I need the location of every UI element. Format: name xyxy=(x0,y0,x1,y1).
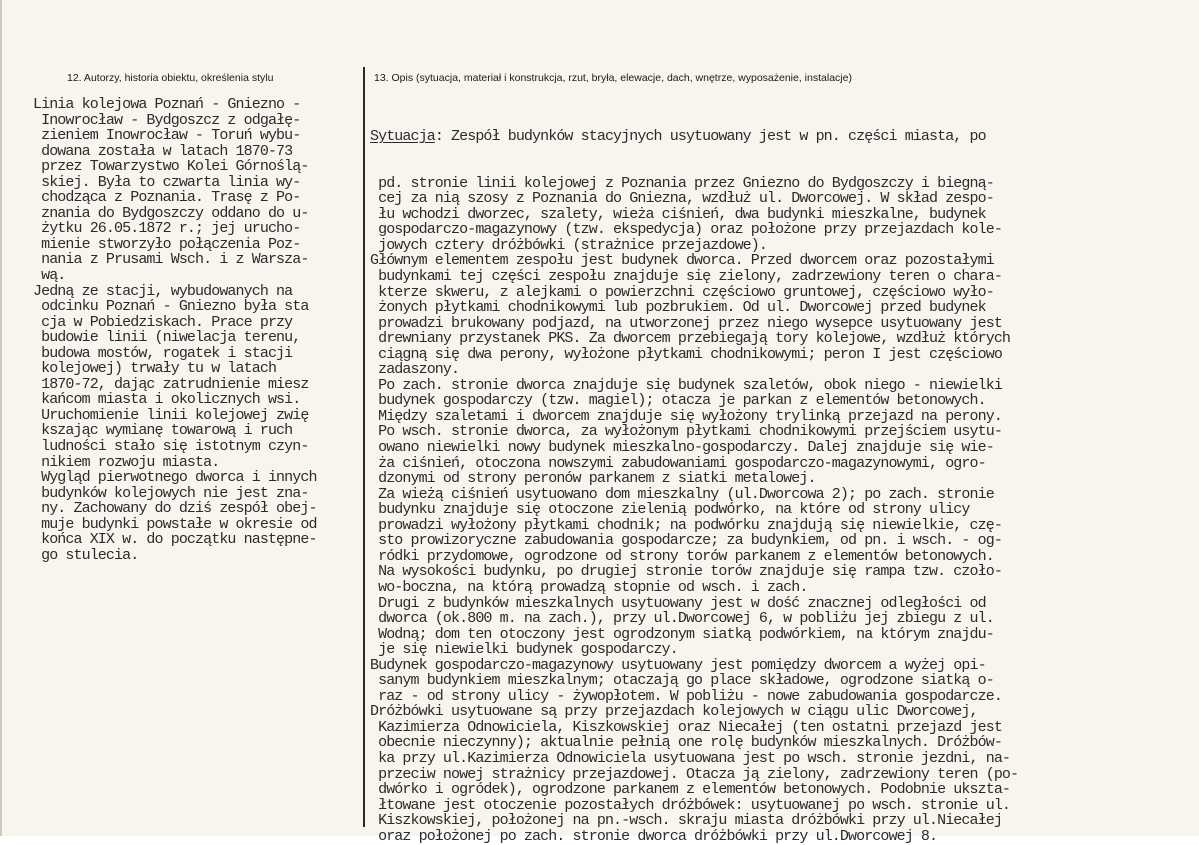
description-line: dzonymi od strony peronów parkanem z siatki metalowej. xyxy=(370,470,816,488)
description-line: Między szaletami i dworcem znajduje się wyłożony trylinką przejazd na perony. xyxy=(370,407,1002,425)
description-line: wo-boczna, na którą prowadzą stopnie od wsch. i zach. xyxy=(370,578,808,596)
description-line: Dróżbówki usytuowane są przy przejazdach kolejowych w ciągu ulic Dworcowej, xyxy=(370,703,978,721)
history-line: odcinku Poznań - Gniezno była sta xyxy=(33,298,309,316)
description-line: ródki przydomowe, ogrodzone od strony torów parkanem z elementów betonowych. xyxy=(370,547,994,565)
section-12-heading: 12. Autorzy, historia obiektu, określenia stylu xyxy=(67,72,274,84)
description-line: raz - od strony ulicy - żywopłotem. W pobliżu - nowe zabudowania gospodarcze. xyxy=(370,687,1002,705)
description-line: żonych płytkami chodnikowymi lub pozbrukiem. Od ul. Dworcowej przed budynek xyxy=(370,299,986,317)
description-line: łu wchodzi dworzec, szalety, wieża ciśnień, dwa budynki mieszkalne, budynek xyxy=(370,205,986,223)
description-line: prowadzi wyłożony płytkami chodnik; na podwórku znajdują się niewielkie, czę- xyxy=(370,516,1002,534)
description-line: Głównym elementem zespołu jest budynek dworca. Przed dworcem oraz pozostałymi xyxy=(370,252,994,270)
description-line: budynku znajduje się otoczone zielenią podwórko, na które od strony ulicy xyxy=(370,501,970,519)
description-line: ciągną się dwa perony, wyłożone płytkami chodnikowymi; peron I jest częściowo xyxy=(370,345,1002,363)
history-line: Inowrocław - Bydgoszcz z odgałę- xyxy=(33,111,301,129)
description-line: Budynek gospodarczo-magazynowy usytuowany jest pomiędzy dworcem a wyżej opi- xyxy=(370,656,986,674)
description-line: prowadzi brukowany podjazd, na utworzonej przez niego wysepce usytuowany jest xyxy=(370,314,1002,332)
history-line: cja w Pobiedziskach. Prace przy xyxy=(33,313,293,331)
description-line: oraz położonej po zach. stronie dworca dróżbówki przy ul.Dworcowej 8. xyxy=(370,827,938,845)
description-line: ża ciśnień, otoczona nowszymi zabudowaniami gospodarczo-magazynowymi, ogro- xyxy=(370,454,986,472)
history-line: Jedną ze stacji, wybudowanych na xyxy=(33,282,293,300)
description-line: Za wieżą ciśnień usytuowano dom mieszkalny (ul.Dworcowa 2); po zach. stronie xyxy=(370,485,994,503)
description-line: przeciw nowej strażnicy przejazdowej. Otacza ją zielony, zadrzewiony teren (po- xyxy=(370,765,1019,783)
history-line: Wygląd pierwotnego dworca i innych xyxy=(33,469,317,487)
history-line: dowana została w latach 1870-73 xyxy=(33,142,293,160)
situation-label: Sytuacja xyxy=(370,128,435,146)
column-divider xyxy=(363,67,365,827)
history-line: chodząca z Poznania. Trasę z Po- xyxy=(33,189,301,207)
description-line: obecnie nieczynny); aktualnie pełnią one rolę budynków mieszkalnych. Dróżbów- xyxy=(370,734,1002,752)
history-line: budowie linii (niwelacja terenu, xyxy=(33,329,301,347)
description-first-line xyxy=(370,129,1170,145)
description-line: Na wysokości budynku, po drugiej stronie torów znajduje się rampa tzw. czoło- xyxy=(370,563,1002,581)
description-line-text: : Zespół budynków stacyjnych usytuowany jest w pn. części miasta, po xyxy=(434,128,986,146)
description-line: Wodną; dom ten otoczony jest ogrodzonym siatką podwórkiem, na którym znajdu- xyxy=(370,625,994,643)
history-text xyxy=(33,97,363,563)
description-line: budynkami tej części zespołu znajduje się zielony, zadrzewiony teren o chara- xyxy=(370,268,1002,286)
description-line: kterze skweru, z alejkami o powierzchni częściowo gruntowej, częściowo wyło- xyxy=(370,283,994,301)
description-line: łtowane jest otoczenie pozostałych dróżbówek: usytuowanej po wsch. stronie ul. xyxy=(370,796,1011,814)
description-line: Po zach. stronie dworca znajduje się budynek szaletów, obok niego - niewielki xyxy=(370,376,1002,394)
description-line: sanym budynkiem mieszkalnym; otaczają go place składowe, ogrodzone siatką o- xyxy=(370,672,994,690)
description-line: gospodarczo-magazynowy (tzw. ekspedycja) oraz położone przy przejazdach kole- xyxy=(370,221,1002,239)
description-text xyxy=(370,98,1170,844)
history-line: budynków kolejowych nie jest zna- xyxy=(33,484,309,502)
description-line: ka przy ul.Kazimierza Odnowiciela usytuowana jest po wsch. stronie jezdni, na- xyxy=(370,749,1011,767)
description-line: drewniany przystanek PKS. Za dworcem przebiegają tory kolejowe, wzdłuż których xyxy=(370,330,1011,348)
history-line: przez Towarzystwo Kolei Górnoślą- xyxy=(33,158,309,176)
history-line: zieniem Inowrocław - Toruń wybu- xyxy=(33,127,301,145)
history-line: 1870-72, dając zatrudnienie miesz xyxy=(33,375,309,393)
history-line: końca XIX w. do początku następne- xyxy=(33,531,317,549)
description-line: dworca (ok.800 m. na zach.), przy ul.Dworcowej 6, w pobliżu jej zbiegu z ul. xyxy=(370,610,994,628)
description-line: je się niewielki budynek gospodarczy. xyxy=(370,641,678,659)
history-line: kszając wymianę towarową i ruch xyxy=(33,422,293,440)
description-line: zadaszony. xyxy=(370,361,460,379)
description-line: Po wsch. stronie dworca, za wyłożonym płytkami chodnikowymi przejściem usytu- xyxy=(370,423,1002,441)
history-line: nikiem rozwoju miasta. xyxy=(33,453,220,471)
history-line: go stulecia. xyxy=(33,546,139,564)
section-13-heading: 13. Opis (sytuacja, materiał i konstrukcja, rzut, bryła, elewacje, dach, wnętrze, wyposażenie, instalacje) xyxy=(374,72,852,84)
history-line: Linia kolejowa Poznań - Gniezno - xyxy=(33,96,301,113)
history-line: żytku 26.05.1872 r.; jej urucho- xyxy=(33,220,301,238)
history-line: nania z Prusami Wsch. i z Warsza- xyxy=(33,251,309,269)
history-line: ny. Zachowany do dziś zespół obej- xyxy=(33,500,317,518)
history-line: muje budynki powstałe w okresie od xyxy=(33,515,317,533)
description-line: Drugi z budynków mieszkalnych usytuowany jest w dość znacznej odległości od xyxy=(370,594,986,612)
description-line: owano niewielki nowy budynek mieszkalno-gospodarczy. Dalej znajduje się wie- xyxy=(370,439,994,457)
history-line: ludności stało się istotnym czyn- xyxy=(33,438,309,456)
description-line: budynek gospodarczy (tzw. magiel); otacza je parkan z elementów betonowych. xyxy=(370,392,986,410)
history-line: znania do Bydgoszczy oddano do u- xyxy=(33,204,309,222)
history-line: wą. xyxy=(33,267,66,285)
history-line: budowa mostów, rogatek i stacji xyxy=(33,344,293,362)
description-line: jowych cztery dróżbówki (strażnice przejazdowe). xyxy=(370,236,767,254)
description-line: Kazimierza Odnowiciela, Kiszkowskiej oraz Niecałej (ten ostatni przejazd jest xyxy=(370,718,1002,736)
history-line: kolejowej) trwały tu w latach xyxy=(33,360,277,378)
description-line: cej za nią szosy z Poznania do Gniezna, wzdłuż ul. Dworcowej. W skład zespo- xyxy=(370,190,994,208)
history-line: Uruchomienie linii kolejowej zwię xyxy=(33,406,309,424)
description-line: pd. stronie linii kolejowej z Poznania przez Gniezno do Bydgoszczy i biegną- xyxy=(370,174,994,192)
description-line: dwórko i ogródek), ogrodzone parkanem z elementów betonowych. Podobnie ukszta- xyxy=(370,781,1011,799)
history-line: mienie stworzyło połączenia Poz- xyxy=(33,235,301,253)
history-line: skiej. Była to czwarta linia wy- xyxy=(33,173,301,191)
description-line: sto prowizoryczne zabudowania gospodarcze; za budynkiem, od pn. i wsch. - og- xyxy=(370,532,1002,550)
description-line: Kiszkowskiej, położonej na pn.-wsch. skraju miasta dróżbówki przy ul.Niecałej xyxy=(370,812,1002,830)
history-line: kańcom miasta i okolicznych wsi. xyxy=(33,391,301,409)
